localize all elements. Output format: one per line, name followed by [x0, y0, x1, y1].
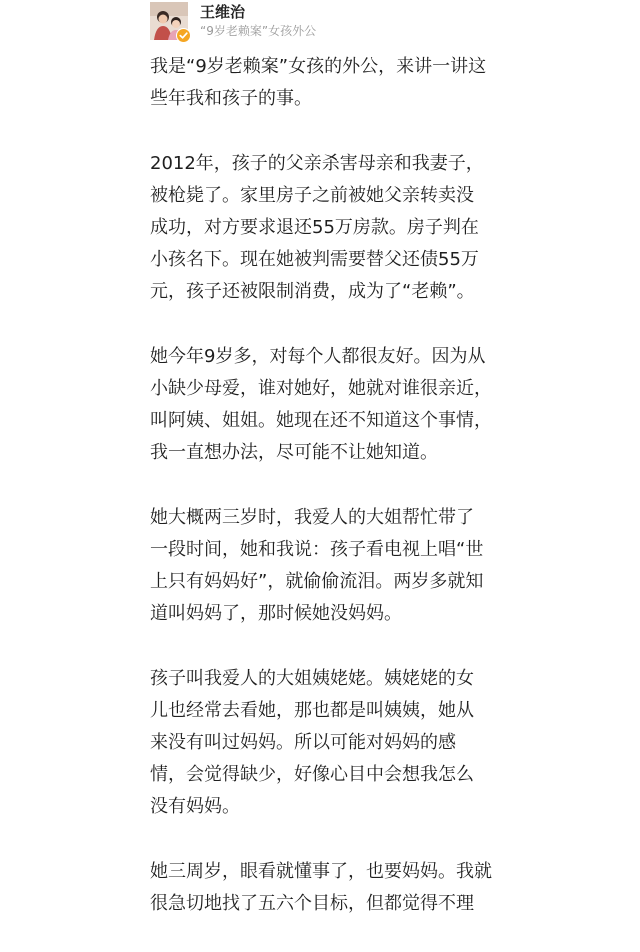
text-line: 些年我和孩子的事。	[150, 88, 312, 110]
text-line: 道叫妈妈了，那时候她没妈妈。	[150, 603, 402, 625]
paragraph	[150, 856, 520, 920]
text-line: 上只有妈妈好”，就偷偷流泪。两岁多就知	[150, 571, 484, 592]
text-line: 我是“9岁老赖案”女孩的外公，来讲一讲这	[150, 56, 487, 77]
text-line: 被枪毙了。家里房子之前被她父亲转卖没	[150, 184, 474, 206]
text-line: 元，孩子还被限制消费，成为了“老赖”。	[150, 281, 475, 303]
post-body	[150, 51, 520, 952]
text-line: 她三周岁，眼看就懂事了，也要妈妈。我就	[150, 860, 492, 882]
text-line: 2012年，孩子的父亲杀害母亲和我妻子，	[150, 152, 484, 174]
text-line: 叫阿姨、姐姐。她现在还不知道这个事情，	[150, 410, 492, 432]
text-line: 她今年9岁多，对每个人都很友好。因为从	[150, 345, 486, 367]
text-line: 一段时间，她和我说：孩子看电视上唱“世	[150, 538, 484, 560]
paragraph	[150, 663, 520, 824]
text-line: 没有妈妈。	[150, 796, 240, 818]
verified-badge-icon	[176, 28, 191, 43]
paragraph	[150, 502, 520, 631]
text-line: 孩子叫我爱人的大姐姨姥姥。姨姥姥的女	[150, 667, 474, 689]
text-line: 小缺少母爱，谁对她好，她就对谁很亲近，	[150, 377, 492, 399]
paragraph	[150, 51, 520, 115]
text-line: 我一直想办法，尽可能不让她知道。	[150, 442, 438, 464]
author-name[interactable]: 王维治	[200, 3, 246, 21]
text-line: 小孩名下。现在她被判需要替父还债55万	[150, 249, 479, 271]
paragraph	[150, 341, 520, 470]
text-line: 儿也经常去看她，那也都是叫姨姨，她从	[150, 699, 474, 721]
text-line: 来没有叫过妈妈。所以可能对妈妈的感	[150, 731, 456, 753]
text-line: 情，会觉得缺少，好像心目中会想我怎么	[150, 764, 474, 786]
author-subtitle: “9岁老赖案”女孩外公	[200, 24, 317, 38]
text-line: 很急切地找了五六个目标，但都觉得不理	[150, 892, 474, 914]
author-header	[150, 2, 570, 46]
paragraph	[150, 148, 520, 309]
text-line: 成功，对方要求退还55万房款。房子判在	[150, 216, 479, 238]
text-line: 她大概两三岁时，我爱人的大姐帮忙带了	[150, 506, 474, 528]
